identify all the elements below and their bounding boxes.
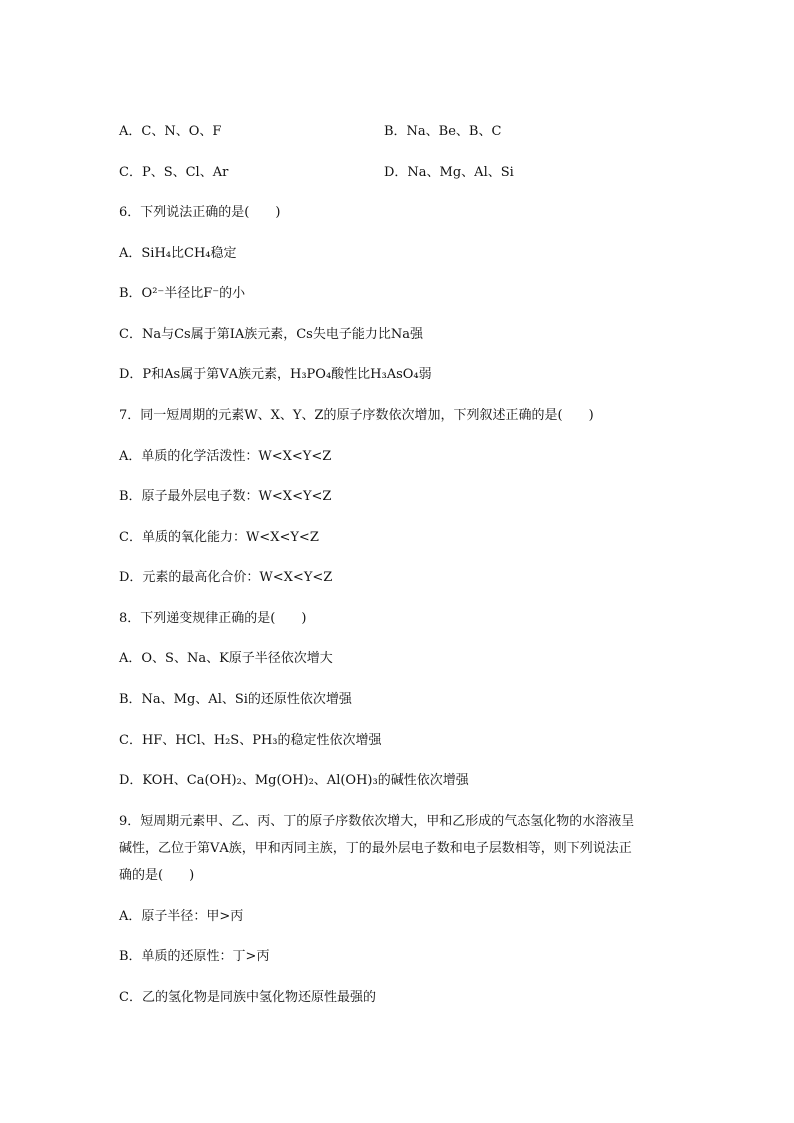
q6-option-b: B．O²⁻半径比F⁻的小	[119, 286, 246, 301]
q8-option-b: B．Na、Mg、Al、Si的还原性依次增强	[119, 692, 352, 707]
q6-stem: 6．下列说法正确的是( )	[119, 205, 281, 220]
q8-option-c: C．HF、HCl、H₂S、PH₃的稳定性依次增强	[119, 733, 382, 748]
q9-option-c: C．乙的氢化物是同族中氢化物还原性最强的	[119, 990, 376, 1005]
q5-option-a: A．C、N、O、F	[119, 124, 222, 139]
q8-option-a: A．O、S、Na、K原子半径依次增大	[119, 651, 333, 666]
q5-option-b: B．Na、Be、B、C	[384, 124, 502, 139]
q7-stem: 7．同一短周期的元素W、X、Y、Z的原子序数依次增加，下列叙述正确的是( )	[119, 408, 594, 423]
q7-option-c: C．单质的氧化能力：W<X<Y<Z	[119, 530, 319, 545]
q9-stem-line3: 确的是( )	[119, 868, 195, 883]
q9-stem-line2: 碱性，乙位于第ⅤA族，甲和丙同主族，丁的最外层电子数和电子层数相等，则下列说法正	[119, 841, 632, 856]
q8-stem: 8．下列递变规律正确的是( )	[119, 611, 307, 626]
q6-option-a: A．SiH₄比CH₄稳定	[119, 246, 237, 261]
q9-option-b: B．单质的还原性：丁>丙	[119, 949, 270, 964]
q5-option-d: D．Na、Mg、Al、Si	[384, 165, 514, 180]
q7-option-a: A．单质的化学活泼性：W<X<Y<Z	[119, 449, 332, 464]
q5-option-c: C．P、S、Cl、Ar	[119, 165, 229, 180]
q7-option-b: B．原子最外层电子数：W<X<Y<Z	[119, 489, 332, 504]
q9-option-a: A．原子半径：甲>丙	[119, 909, 244, 924]
q6-option-d: D．P和As属于第ⅤA族元素，H₃PO₄酸性比H₃AsO₄弱	[119, 367, 432, 382]
q9-stem-line1: 9．短周期元素甲、乙、丙、丁的原子序数依次增大，甲和乙形成的气态氢化物的水溶液呈	[119, 814, 635, 829]
q8-option-d: D．KOH、Ca(OH)₂、Mg(OH)₂、Al(OH)₃的碱性依次增强	[119, 773, 469, 788]
q6-option-c: C．Na与Cs属于第ⅠA族元素，Cs失电子能力比Na强	[119, 327, 423, 342]
q7-option-d: D．元素的最高化合价：W<X<Y<Z	[119, 570, 333, 585]
